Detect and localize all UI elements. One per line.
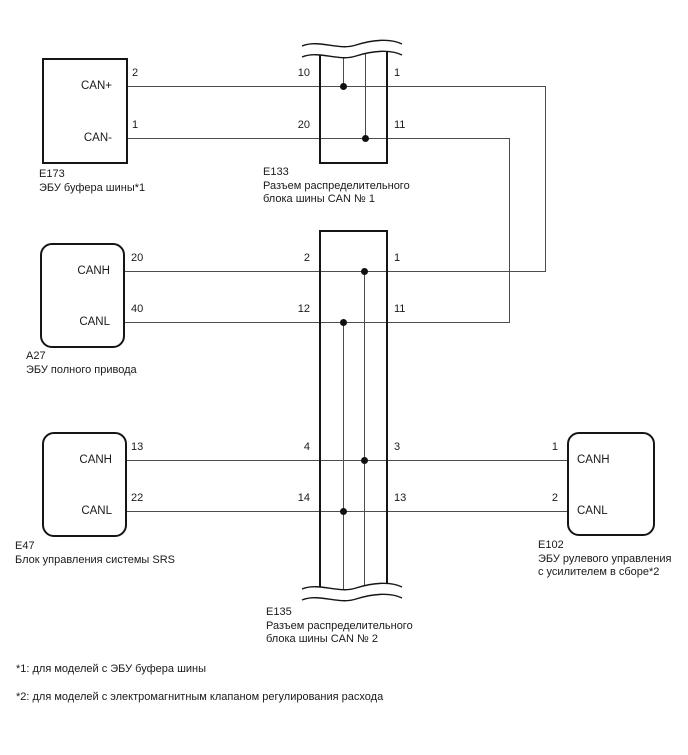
- junction-dot-e135-canh-row3: [361, 457, 368, 464]
- wire-canh-bottom-row: [127, 460, 567, 461]
- junction-dot-e135-canh-row1: [361, 268, 368, 275]
- e47-pin-22: 22: [131, 492, 144, 504]
- junction-dot-e133-canl: [362, 135, 369, 142]
- e135-pin-12: 12: [297, 303, 310, 315]
- junction-dot-e135-canl-row2: [340, 319, 347, 326]
- e102-pin-1: 1: [551, 441, 558, 453]
- e173-caption: [39, 168, 145, 195]
- e133-pin-20: 20: [297, 119, 310, 131]
- wire-canl-bottom-row: [127, 511, 567, 512]
- e47-canh-label: CANH: [79, 454, 112, 466]
- e102-caption-desc2: с усилителем в сборе*2: [538, 566, 660, 578]
- e133-pin-11: 11: [394, 119, 406, 131]
- wire-can-plus-top-row: [128, 86, 545, 87]
- a27-pin-40: 40: [131, 303, 144, 315]
- component-box-a27: [40, 243, 125, 348]
- a27-caption-id: A27: [26, 350, 46, 362]
- e133-caption-desc1: Разъем распределительного: [263, 179, 410, 192]
- break-symbol-e135-bottom: [300, 581, 404, 609]
- e47-pin-13: 13: [131, 441, 144, 453]
- component-box-e102: [567, 432, 655, 536]
- e102-pin-2: 2: [551, 492, 558, 504]
- e135-pin-2: 2: [303, 252, 310, 264]
- component-box-e47: [42, 432, 127, 537]
- e173-can-minus-label: CAN-: [83, 132, 112, 144]
- e102-caption: [538, 539, 671, 580]
- e173-pin-can-minus: 1: [132, 119, 139, 131]
- e135-pin-13: 13: [394, 492, 407, 504]
- e135-pin-1: 1: [394, 252, 401, 264]
- e135-pin-14: 14: [297, 492, 310, 504]
- e135-connector-left-wall: [319, 230, 321, 594]
- e135-caption: [266, 606, 413, 647]
- e102-canl-label: CANL: [577, 505, 608, 517]
- e47-canl-label: CANL: [81, 505, 112, 517]
- footnote-2: *2: для моделей с электромагнитным клапаном регулирования расхода: [16, 691, 384, 703]
- e135-pin-3: 3: [394, 441, 401, 453]
- e133-caption-desc2: блока шины CAN № 1: [263, 193, 375, 205]
- a27-canl-label: CANL: [79, 316, 110, 328]
- e133-pin-10: 10: [297, 67, 310, 79]
- e102-caption-desc1: ЭБУ рулевого управления: [538, 552, 672, 565]
- e102-canh-label: CANH: [577, 454, 610, 466]
- e133-connector-bottom-edge: [319, 162, 388, 164]
- component-box-e173: [42, 58, 128, 164]
- e173-caption-desc: ЭБУ буфера шины*1: [39, 181, 146, 194]
- e133-pin-1: 1: [394, 67, 401, 79]
- e133-caption-id: E133: [263, 166, 289, 178]
- footnote-1: *1: для моделей с ЭБУ буфера шины: [16, 663, 207, 675]
- a27-caption-desc: ЭБУ полного привода: [26, 363, 137, 376]
- wire-canl-middle-row: [125, 322, 509, 323]
- e135-pin-4: 4: [303, 441, 310, 453]
- e47-caption: [15, 540, 175, 567]
- e135-caption-desc1: Разъем распределительного: [266, 619, 413, 632]
- a27-caption: [26, 350, 137, 377]
- e135-caption-id: E135: [266, 606, 292, 618]
- e173-caption-id: E173: [39, 168, 65, 180]
- e135-caption-desc2: блока шины CAN № 2: [266, 633, 378, 645]
- e135-pin-11: 11: [394, 303, 406, 315]
- wire-e135-bus-canl: [343, 322, 344, 594]
- e47-caption-desc: Блок управления системы SRS: [15, 553, 175, 566]
- junction-dot-e135-canl-row4: [340, 508, 347, 515]
- wire-vertical-canh-right: [545, 86, 546, 272]
- e47-caption-id: E47: [15, 540, 35, 552]
- a27-pin-20: 20: [131, 252, 144, 264]
- a27-canh-label: CANH: [77, 265, 110, 277]
- wire-e135-bus-canh: [364, 271, 365, 594]
- e135-connector-top-edge: [319, 230, 388, 232]
- e133-caption: [263, 166, 410, 207]
- e135-connector-right-wall: [386, 230, 388, 594]
- wire-canh-middle-row: [125, 271, 545, 272]
- junction-dot-e133-canh: [340, 83, 347, 90]
- e102-caption-id: E102: [538, 539, 564, 551]
- e173-can-plus-label: CAN+: [81, 80, 112, 92]
- break-symbol-e133-top: [300, 38, 404, 66]
- wire-vertical-canl-right: [509, 138, 510, 323]
- e173-pin-can-plus: 2: [132, 67, 139, 79]
